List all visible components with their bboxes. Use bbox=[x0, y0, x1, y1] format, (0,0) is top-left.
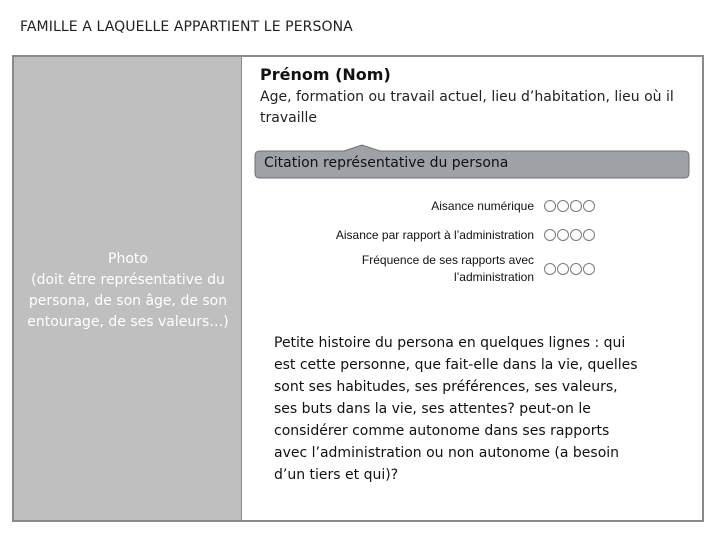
rating-circle[interactable] bbox=[544, 263, 556, 275]
rating-circle[interactable] bbox=[557, 229, 569, 241]
rating-circle[interactable] bbox=[557, 263, 569, 275]
rating-label-frequency bbox=[362, 252, 534, 286]
persona-details: Age, formation ou travail actuel, lieu d’habitation, lieu où il travaille bbox=[260, 89, 674, 126]
rating-label-line: l’administration bbox=[453, 270, 534, 284]
photo-caption-line: (doit être représentative du bbox=[31, 272, 225, 288]
rating-circle[interactable] bbox=[583, 263, 595, 275]
photo-caption-line: Photo bbox=[108, 251, 148, 267]
rating-circle[interactable] bbox=[583, 200, 595, 212]
rating-circle[interactable] bbox=[570, 200, 582, 212]
persona-name: Prénom (Nom) bbox=[260, 65, 391, 84]
rating-circle[interactable] bbox=[570, 229, 582, 241]
rating-label-line: Aisance par rapport à l’administration bbox=[335, 228, 534, 242]
quote-bubble bbox=[254, 142, 691, 182]
rating-administration[interactable] bbox=[544, 229, 595, 241]
rating-circle[interactable] bbox=[557, 200, 569, 212]
rating-label-digital bbox=[431, 198, 534, 215]
rating-frequency[interactable] bbox=[544, 263, 595, 275]
photo-caption-line: entourage, de ses valeurs…) bbox=[27, 314, 229, 330]
rating-label-line: Aisance numérique bbox=[431, 199, 534, 213]
rating-digital[interactable] bbox=[544, 200, 595, 212]
rating-circle[interactable] bbox=[544, 229, 556, 241]
persona-card bbox=[12, 55, 704, 522]
photo-placeholder[interactable] bbox=[14, 57, 242, 520]
photo-caption-line: persona, de son âge, de son bbox=[28, 293, 228, 309]
rating-circle[interactable] bbox=[544, 200, 556, 212]
rating-circle[interactable] bbox=[570, 263, 582, 275]
rating-circle[interactable] bbox=[583, 229, 595, 241]
quote-text: Citation représentative du persona bbox=[264, 155, 509, 171]
photo-caption bbox=[14, 249, 242, 333]
rating-label-administration bbox=[336, 227, 534, 244]
page-title: FAMILLE A LAQUELLE APPARTIENT LE PERSONA bbox=[20, 19, 353, 35]
rating-label-line: Fréquence de ses rapports avec bbox=[361, 253, 534, 267]
persona-story: Petite histoire du persona en quelques lignes : qui est cette personne, que fait-elle dans la vie, quelles sont ses habitudes, ses préférences, ses valeurs, ses buts dans la vie, ses attentes? peut-on le considérer comme autonome dans ses rapports avec l’administration ou non autonome (a besoin d’un tiers et qui)? bbox=[274, 335, 638, 483]
